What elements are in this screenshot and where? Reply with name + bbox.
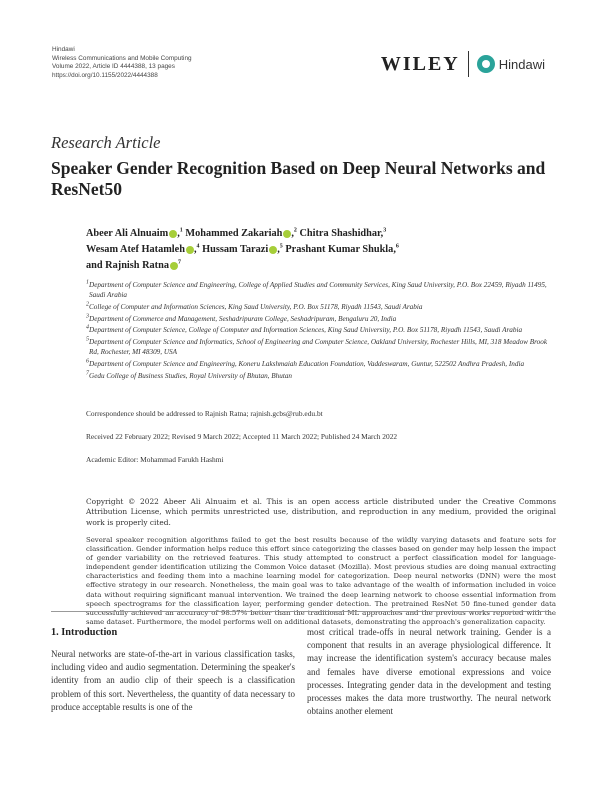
- abstract: Several speaker recognition algorithms failed to get the best results because of the wildly varying datasets and feature sets for classification. Gender information helps reduce this effort since categorizing the classes based on gender may help lessen the impact of gender variability on the retrieved features. This study attempted to construct a perfect classification model for language-independent gender identification utilizing the Common Voice dataset (Mozilla). Most previous studies are doing manual extracting characteristics and feeding them into a machine learning model for categorization. Deep neural networks (DNN) were the most effective strategy in our research. Nonetheless, the main goal was to take advantage of the wealth of information included in voice data without requiring significant manual intervention. We trained the deep learning network to choose essential information from speech spectrograms for the classification layer, performing gender detection. The pretrained ResNet 50 fine-tuned gender data successfully achieved an accuracy of 98.57% better than the traditional ML approaches and the previous works reported with the same dataset. Furthermore, the model performs well on additional datasets, demonstrating the approach's generalization capacity.: [86, 536, 556, 626]
- correspondence: Correspondence should be addressed to Rajnish Ratna; rajnish.gcbs@rub.edu.bt: [86, 409, 323, 418]
- journal-volume: Volume 2022, Article ID 4444388, 13 pages: [52, 63, 175, 71]
- section-heading: 1. Introduction: [51, 627, 118, 638]
- hindawi-logo: [477, 55, 545, 73]
- copyright-notice: Copyright © 2022 Abeer Ali Alnuaim et al. This is an open access article distributed under the Creative Commons Attribution License, which permits unrestricted use, distribution, and reproduction in any medium, provided the original work is properly cited.: [86, 497, 556, 527]
- paper-title: Speaker Gender Recognition Based on Deep Neural Networks and ResNet50: [51, 158, 546, 199]
- article-type: Research Article: [51, 133, 161, 152]
- section-divider: [51, 611, 551, 612]
- hindawi-wordmark: Hindawi: [498, 56, 545, 72]
- body-column-right: most critical trade-offs in neural network training. Gender is a component that results in an average physiological difference. It may increase the identification system's accuracy because males and females have diverse emotional expressions and voice processes. Integrating gender data in the development and testing processes makes the data more trustworthy. The neural network obtains another element: [307, 627, 551, 717]
- academic-editor: Academic Editor: Mohammad Farukh Hashmi: [86, 455, 224, 464]
- orcid-icon[interactable]: [169, 230, 177, 238]
- author: Chitra Shashidhar,$^3$: [299, 227, 387, 239]
- publisher-logos: [381, 51, 545, 77]
- publisher-name: Hindawi: [52, 46, 75, 53]
- affiliation-item: $^7$Gedu College of Business Studies, Royal University of Bhutan, Bhutan: [86, 370, 293, 380]
- journal-doi[interactable]: https://doi.org/10.1155/2022/4444388: [52, 71, 158, 79]
- affiliation-item: $^3$Department of Commerce and Management, Seshadripuram College, Seshadripuram, Bengaluru 20, India: [86, 313, 397, 323]
- affiliation-item: $^2$College of Computer and Information Sciences, King Saud University, P.O. Box 51178, Riyadh 11543, Saudi Arabia: [86, 301, 423, 311]
- hindawi-icon: [477, 55, 495, 73]
- author-list: [86, 226, 556, 274]
- affiliation-item: $^1$Department of Computer Science and Engineering, College of Applied Studies and Community Services, King Saud University, P.O. Box 22459, Riyadh 11495, Saudi Arabia: [86, 279, 547, 300]
- orcid-icon[interactable]: [170, 262, 178, 270]
- author: Hussam Tarazi ,$^5$: [202, 243, 283, 255]
- wiley-logo: WILEY: [380, 52, 460, 75]
- author: Wesam Atef Hatamleh ,$^4$: [86, 243, 200, 255]
- affiliation-list: [86, 280, 556, 382]
- logo-divider: [468, 51, 469, 77]
- body-column-left: Neural networks are state-of-the-art in various classification tasks, including video and audio segmentation. Determining the speaker's identity from an audio clip of their speech is a classification problem of this sort. Nevertheless, the quantity of data necessary to produce acceptable results is one of the: [51, 649, 295, 712]
- author: and Rajnish Ratna $^7$: [86, 259, 181, 271]
- orcid-icon[interactable]: [186, 246, 194, 254]
- affiliation-item: $^5$Department of Computer Science and Informatics, School of Engineering and Computer Science, Oakland University, Rochester Hills, MI, 318 Meadow Brook Rd, Rochester, MI 48309, USA: [86, 336, 548, 357]
- journal-info: [52, 46, 192, 80]
- affiliation-item: $^6$Department of Computer Science and Engineering, Koneru Lakshmaiah Education Foundation, Vaddeswaram, Guntur, 522502 Andhra Pradesh, India: [86, 358, 525, 368]
- author: Prashant Kumar Shukla,$^6$: [285, 243, 399, 255]
- publication-dates: Received 22 February 2022; Revised 9 March 2022; Accepted 11 March 2022; Published 24 March 2022: [86, 432, 398, 441]
- orcid-icon[interactable]: [269, 246, 277, 254]
- affiliation-item: $^4$Department of Computer Science, College of Computer and Information Sciences, King Saud University, P.O. Box 51178, Riyadh 11543, Saudi Arabia: [86, 324, 523, 335]
- journal-name: Wireless Communications and Mobile Computing: [52, 54, 192, 62]
- author: Mohammed Zakariah ,$^2$: [185, 227, 297, 239]
- author: Abeer Ali Alnuaim ,$^1$: [86, 227, 183, 239]
